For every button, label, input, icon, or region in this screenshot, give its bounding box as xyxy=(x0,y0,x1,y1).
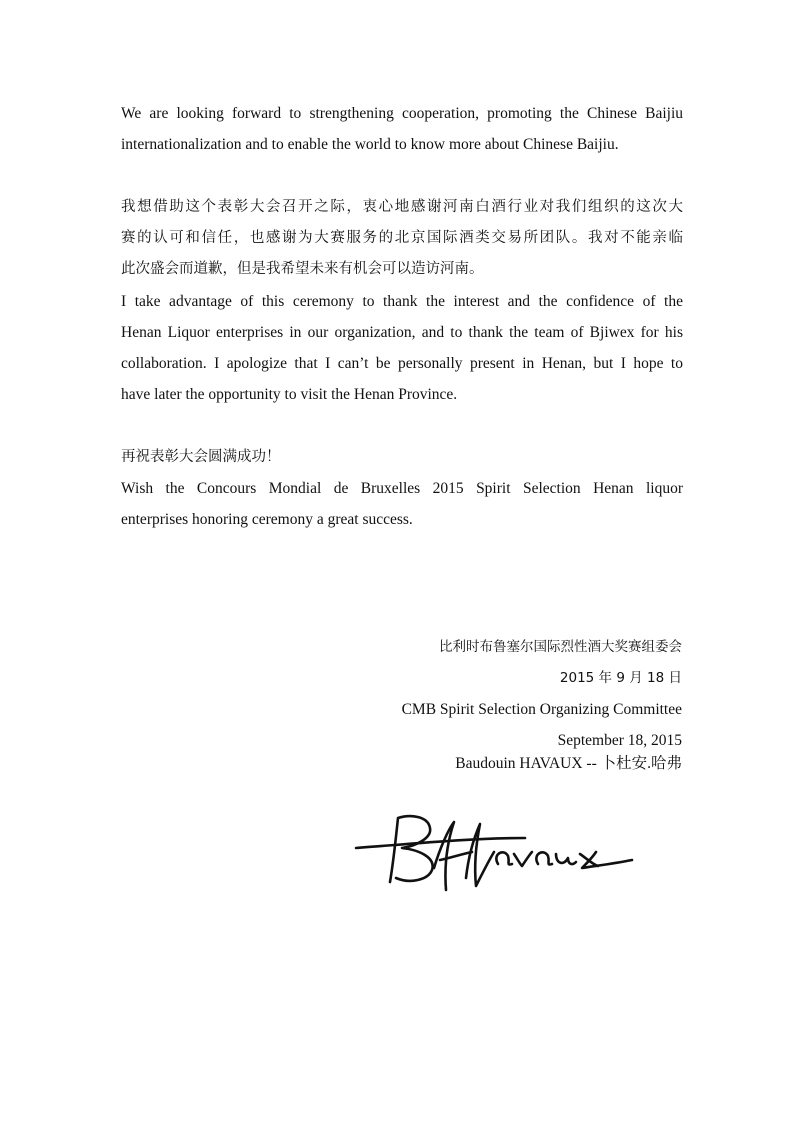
signature-stroke xyxy=(536,852,552,864)
paragraph-line: have later the opportunity to visit the Henan Province. xyxy=(121,386,458,403)
paragraph-line: We are looking forward to strengthening cooperation, promoting the Chinese Baijiu xyxy=(121,105,683,122)
signature-stroke xyxy=(440,852,472,860)
paragraph-line: enterprises honoring ceremony a great success. xyxy=(121,511,413,528)
paragraph-thanks-chinese xyxy=(121,192,683,285)
organizer-name-en: CMB Spirit Selection Organizing Committee xyxy=(401,701,682,718)
paragraph-line-cn: 再祝表彰大会圆满成功！ xyxy=(121,449,281,465)
paragraph-line: collaboration. I apologize that I can’t be personally present in Henan, but I hope to xyxy=(121,355,683,372)
handwritten-signature xyxy=(350,808,640,898)
organizer-name-cn: 比利时布鲁塞尔国际烈性酒大奖赛组委会 xyxy=(439,639,682,655)
signature-stroke xyxy=(556,854,576,864)
paragraph-line: internationalization and to enable the world to know more about Chinese Baijiu. xyxy=(121,136,619,153)
paragraph-line-cn: 此次盛会而道歉，但是我希望未来有机会可以造访河南。 xyxy=(121,261,484,277)
date-en: September 18, 2015 xyxy=(557,732,682,749)
signature-stroke xyxy=(514,852,532,866)
signature-stroke xyxy=(580,852,632,868)
signature-block xyxy=(182,632,682,779)
paragraph-line-cn: 我想借助这个表彰大会召开之际，衷心地感谢河南白酒行业对我们组织的这次大 xyxy=(121,199,683,215)
signature-stroke xyxy=(390,816,433,882)
date-cn: 2015 年 9 月 18 日 xyxy=(559,670,682,686)
paragraph-line-cn: 赛的认可和信任，也感谢为大赛服务的北京国际酒类交易所团队。我对不能亲临 xyxy=(121,230,683,246)
signature-stroke xyxy=(496,852,512,864)
paragraph-thanks-english xyxy=(121,286,683,410)
paragraph-line: I take advantage of this ceremony to thank the interest and the confidence of the xyxy=(121,293,683,310)
signatory-name: Baudouin HAVAUX -- 卜杜安.哈弗 xyxy=(455,755,682,772)
paragraph-wishes xyxy=(121,442,683,535)
paragraph-cooperation xyxy=(121,98,683,160)
paragraph-line: Henan Liquor enterprises in our organization, and to thank the team of Bjiwex for his xyxy=(121,324,683,341)
paragraph-line: Wish the Concours Mondial de Bruxelles 2015 Spirit Selection Henan liquor xyxy=(121,480,683,497)
signature-stroke xyxy=(466,824,494,886)
